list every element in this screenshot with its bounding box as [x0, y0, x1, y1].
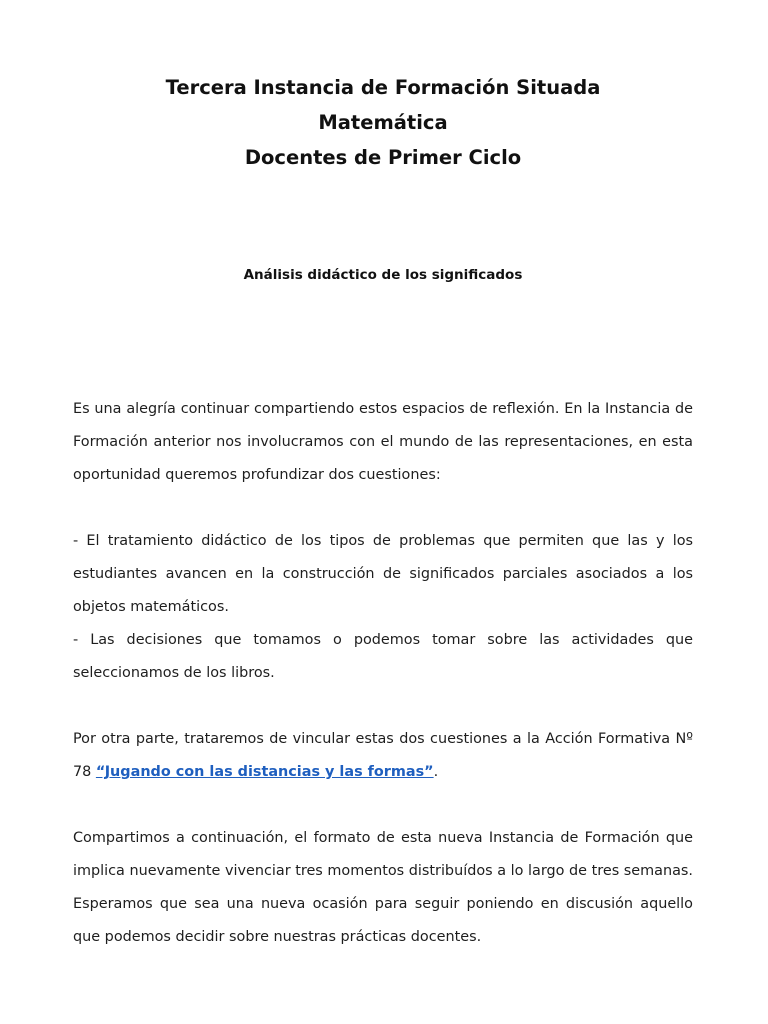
document-title [73, 0, 693, 175]
paragraph-spacer [73, 789, 693, 822]
action-paragraph-end: . [433, 764, 439, 780]
accion-formativa-link[interactable]: “Jugando con las distancias y las formas” [95, 764, 434, 780]
closing-paragraph: Compartimos a continuación, el formato de esta nueva Instancia de Formación que implica nuevamente vivenciar tres momentos distribuídos a lo largo de tres semanas. Esperamos que sea una nueva ocasión para seguir poniendo en discusión aquello que podemos decidir sobre nuestras prácticas docentes. [73, 830, 693, 945]
paragraph-spacer [73, 690, 693, 723]
intro-paragraph: Es una alegría continuar compartiendo estos espacios de reflexión. En la Instancia de Formación anterior nos involucramos con el mundo de las representaciones, en esta oportunidad queremos profundizar dos cuestiones: [73, 401, 693, 483]
bullet-paragraph-2: - Las decisiones que tomamos o podemos tomar sobre las actividades que seleccionamos de los libros. [73, 632, 693, 681]
bullet-paragraph-1: - El tratamiento didáctico de los tipos de problemas que permiten que las y los estudiantes avancen en la construcción de significados parciales asociados a los objetos matemáticos. [73, 533, 693, 615]
title-line-2: Matemática [318, 111, 448, 134]
action-paragraph-text: Por otra parte, trataremos de vincular estas dos cuestiones a la Acción Formativa Nº 78 [73, 731, 693, 780]
title-line-3: Docentes de Primer Ciclo [244, 146, 522, 169]
action-paragraph [73, 723, 693, 789]
section-subtitle: Análisis didáctico de los significados [243, 267, 523, 283]
paragraph-spacer [73, 492, 693, 525]
document-body [73, 393, 693, 954]
title-line-1: Tercera Instancia de Formación Situada [165, 76, 601, 99]
